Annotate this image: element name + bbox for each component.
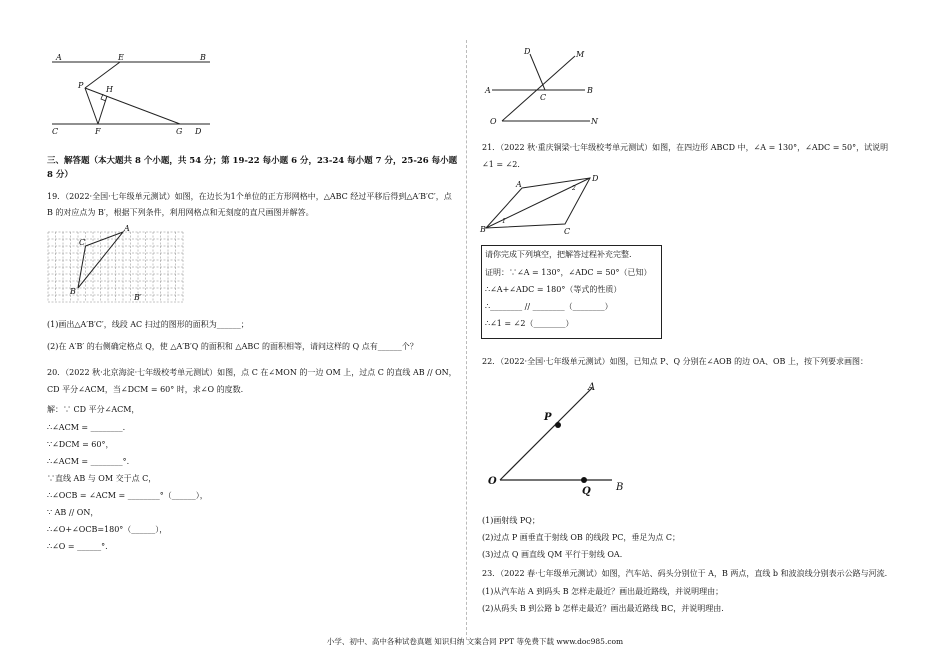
q23-line1: 23．（2022 春·七年级单元测试）如图，汽车站、码头分别位于 A，B 两点，直线 b 和波浪线分别表示公路与河流. [482, 569, 888, 578]
label-G: G [176, 127, 183, 136]
figure-parallel-lines-left [40, 52, 220, 137]
section3-heading-cont: 8 分） [47, 170, 73, 180]
label-Q: Q [582, 486, 591, 497]
label-B: B [480, 225, 486, 234]
label-O: O [488, 476, 497, 487]
label-B: B [587, 86, 593, 95]
q19-line2: B 的对应点为 B′，根据下列条件，利用网格点和无刻度的直尺画图并解答。 [47, 208, 314, 217]
grid-label-Bprime: B′ [134, 293, 142, 302]
grid-label-C: C [79, 238, 86, 247]
label-C: C [540, 93, 547, 102]
binding-line [466, 40, 467, 640]
q20-step: ∴∠O+∠OCB=180°（______）， [47, 525, 168, 534]
label-N: N [591, 117, 598, 126]
q22-sub: (1)画射线 PQ； [482, 516, 540, 525]
q20-step: ∴∠O = ______°. [47, 542, 108, 551]
q20-step: ∵直线 AB 与 OM 交于点 C， [47, 474, 157, 483]
q20-step: ∵∠DCM = 60°， [47, 440, 114, 449]
q19-grid-figure [48, 224, 183, 302]
q21-line2: ∠1 = ∠2． [482, 160, 526, 169]
q23-sub: (1)从汽车站 A 到码头 B 怎样走最近？画出最近路线，并说明理由； [482, 587, 724, 596]
q21-box-line: 请你完成下列填空，把解答过程补充完整. [485, 250, 632, 259]
grid-label-B: B [70, 287, 76, 296]
label-O: O [490, 117, 497, 126]
label-A: A [56, 53, 62, 62]
q21-box-line: 证明：∵∠A = 130°，∠ADC = 50°（已知） [485, 268, 652, 277]
label-B: B [616, 482, 624, 493]
q20-step: ∴∠OCB = ∠ACM = ________°（______）， [47, 491, 208, 500]
q20-step: ∵ AB // ON， [47, 508, 99, 517]
q21-box-line: ∴∠A+∠ADC = 180°（等式的性质） [485, 285, 622, 294]
label-H: H [106, 85, 113, 94]
q23-sub: (2)从码头 B 到公路 b 怎样走最近？画出最近路线 BC，并说明理由. [482, 604, 724, 613]
grid-label-A: A [124, 224, 130, 233]
label-E: E [118, 53, 124, 62]
label-M: M [576, 50, 585, 59]
label-D: D [592, 174, 599, 183]
q20-step: ∴∠ACM = ________. [47, 423, 126, 432]
q22-line1: 22．（2022·全国·七年级单元测试）如图，已知点 P、Q 分别在∠AOB 的边 OA、OB 上，按下列要求画图： [482, 357, 868, 366]
angle-1: 1 [502, 218, 506, 225]
q21-box-line: ∴∠1 = ∠2（________） [485, 319, 574, 328]
q22-angle-figure [484, 380, 634, 500]
label-B: B [200, 53, 206, 62]
q22-sub: (3)过点 Q 画直线 QM 平行于射线 OA． [482, 550, 628, 559]
label-P: P [544, 412, 552, 423]
label-D: D [195, 127, 202, 136]
angle-2: 2 [572, 185, 576, 192]
figure-angle-mon [480, 48, 610, 128]
label-A: A [588, 382, 596, 393]
q19-sub1: (1)画出△A′B′C′，线段 AC 扫过的图形的面积为______； [47, 320, 249, 329]
q22-sub: (2)过点 P 画垂直于射线 OB 的线段 PC，垂足为点 C； [482, 533, 681, 542]
label-F: F [95, 127, 101, 136]
page-footer: 小学、初中、高中各种试卷真题 知识归纳 文案合同 PPT 等免费下载 www.doc985.com [326, 637, 624, 646]
q21-quadrilateral-figure [480, 172, 610, 234]
label-P: P [78, 81, 84, 90]
label-A: A [485, 86, 491, 95]
label-A: A [516, 180, 522, 189]
label-C: C [52, 127, 59, 136]
label-D: D [524, 47, 531, 56]
q20-step: 解：∵ CD 平分∠ACM， [47, 405, 140, 414]
q21-box-line: ∴________ // ________（________） [485, 302, 613, 311]
q19-sub2: (2)在 A′B′ 的右侧确定格点 Q，使 △A′B′Q 的面积和 △ABC 的面积相等，请问这样的 Q 点有______个？ [47, 342, 418, 351]
q20-line2: CD 平分∠ACM，当∠DCM = 60° 时，求∠O 的度数. [47, 385, 244, 394]
label-C: C [564, 227, 571, 236]
q20-line1: 20．（2022 秋·北京海淀·七年级校考单元测试）如图，点 C 在∠MON 的一边 OM 上，过点 C 的直线 AB // ON， [47, 368, 457, 377]
section3-heading: 三、解答题（本大题共 8 个小题，共 54 分；第 19-22 每小题 6 分，23-24 每小题 7 分，25-26 每小题 [47, 156, 458, 166]
q20-step: ∴∠ACM = ________°. [47, 457, 130, 466]
q21-line1: 21．（2022 秋·重庆铜梁·七年级校考单元测试）如图，在四边形 ABCD 中，∠A = 130°，∠ADC = 50°，试说明 [482, 143, 889, 152]
q19-line1: 19．（2022·全国·七年级单元测试）如图，在边长为1个单位的正方形网格中，△ABC 经过平移后得到△A′B′C′，点 [47, 192, 452, 201]
